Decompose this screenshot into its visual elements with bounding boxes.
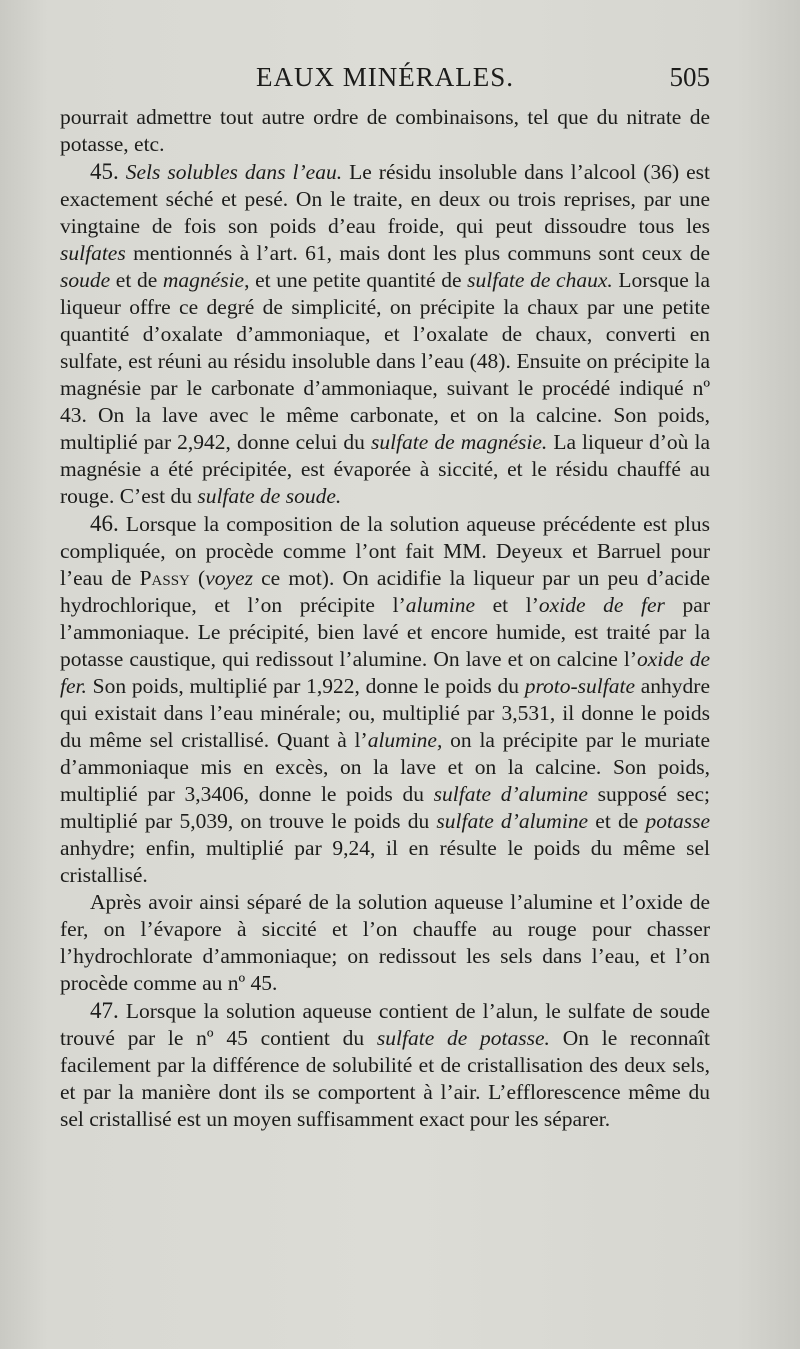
- text-run: Lorsque la liqueur offre ce degré de simplicité, on précipite la chaux par une petite quantité d’oxalate d’ammoniaque, et l’oxalate de chaux, converti en sulfate, est réuni au résidu insoluble dans l’eau (48). Ensuite on précipite la magnésie par le carbonate d’ammoniaque, suivant le procédé indiqué nº 43. On la lave avec le même carbonate, et on la calcine. Son poids, multiplié par 2,942, donne celui du: [60, 268, 710, 454]
- text-run: Lorsque la solution aqueuse contient de l’alun, le sulfate de soude trouvé par le nº 45 contient du: [60, 999, 710, 1050]
- italic-run: sulfate de soude.: [197, 484, 342, 508]
- text-run: Son poids, multiplié par 1,922, donne le poids du: [86, 674, 525, 698]
- italic-run: sulfate de potasse.: [376, 1026, 550, 1050]
- italic-run: oxide de fer: [538, 593, 665, 617]
- text-run: on la précipite par le muriate d’ammoniaque mis en excès, on la lave et on la calcine. Son poids, multiplié par 3,3406, donne le poids du: [60, 728, 710, 806]
- italic-run: soude: [60, 268, 111, 292]
- italic-run: sulfate d’alumine: [436, 809, 589, 833]
- small-caps-run: Passy: [139, 566, 190, 590]
- page-header: [60, 62, 710, 98]
- body-text: [60, 104, 710, 1133]
- italic-run: alumine: [405, 593, 476, 617]
- text-run: supposé sec; multiplié par 5,039, on trouve le poids du: [60, 782, 710, 833]
- text-run: Lorsque la composition de la solution aqueuse précédente est plus compliquée, on procède comme l’ont fait MM. Deyeux et Barruel pour l’eau de: [60, 512, 710, 590]
- italic-run: sulfate de chaux.: [467, 268, 613, 292]
- italic-run: potasse: [645, 809, 710, 833]
- text-run: , et une petite quantité de: [244, 268, 468, 292]
- section-title: Sels solubles dans l’eau.: [125, 160, 343, 184]
- text-run: par l’ammoniaque. Le précipité, bien lavé et encore humide, est traité par la potasse caustique, qui redissout l’alumine. On lave et on calcine l’: [60, 593, 711, 671]
- italic-run: sulfate de magnésie.: [370, 430, 548, 454]
- text-run: et de: [110, 268, 163, 292]
- text-run: ce mot). On acidifie la liqueur par un peu d’acide hydrochlorique, et l’on précipite l’: [60, 566, 710, 617]
- italic-run: proto-sulfate: [524, 674, 635, 698]
- paragraph-continuation: [60, 104, 710, 158]
- text-run: anhydre; enfin, multiplié par 9,24, il en résulte le poids du même sel cristallisé.: [60, 836, 710, 887]
- section-number: 47.: [90, 998, 119, 1023]
- italic-run: oxide de fer.: [60, 647, 710, 698]
- italic-run: sulfates: [60, 241, 126, 265]
- running-title: EAUX MINÉRALES.: [256, 62, 514, 92]
- text-run: et de: [588, 809, 646, 833]
- text-run: et l’: [475, 593, 539, 617]
- section-number: 46.: [90, 511, 119, 536]
- paragraph-46: [60, 510, 710, 889]
- paragraph-47: [60, 997, 710, 1133]
- text-run: On le reconnaît facilement par la différence de solubilité et de cristallisation des deux sels, et par la manière dont ils se comportent à l’air. L’efflorescence même du sel cristallisé est un moyen suffisamment exact pour les séparer.: [60, 1026, 710, 1131]
- italic-run: alumine,: [367, 728, 443, 752]
- italic-run: voyez: [205, 566, 253, 590]
- text-run: (: [189, 566, 206, 590]
- text-run: mentionnés à l’art. 61, mais dont les plus communs sont ceux de: [125, 241, 710, 265]
- page-number: 505: [669, 62, 710, 92]
- text-run: anhydre qui existait dans l’eau minérale; ou, multiplié par 3,531, il donne le poids du même sel cristallisé. Quant à l’: [60, 674, 710, 752]
- text-run: La liqueur d’où la magnésie a été précipitée, est évaporée à siccité, et le résidu chauffé au rouge. C’est du: [60, 430, 710, 508]
- paragraph-text: Après avoir ainsi séparé de la solution aqueuse l’alumine et l’oxide de fer, on l’évapore à siccité et l’on chauffe au rouge pour chasser l’hydrochlorate d’ammoniaque; on redissout les sels dans l’eau, et l’on procède comme au nº 45.: [60, 890, 710, 995]
- italic-run: magnésie: [162, 268, 245, 292]
- paragraph-text: pourrait admettre tout autre ordre de combinaisons, tel que du nitrate de potasse, etc.: [60, 105, 710, 156]
- section-number: 45.: [90, 159, 119, 184]
- italic-run: sulfate d’alumine: [433, 782, 588, 806]
- paragraph-46-continued: [60, 889, 710, 997]
- paragraph-45: [60, 158, 710, 510]
- text-run: Le résidu insoluble dans l’alcool (36) est exactement séché et pesé. On le traite, en deux ou trois reprises, par une vingtaine de fois son poids d’eau froide, qui peut dissoudre tous les: [60, 160, 710, 238]
